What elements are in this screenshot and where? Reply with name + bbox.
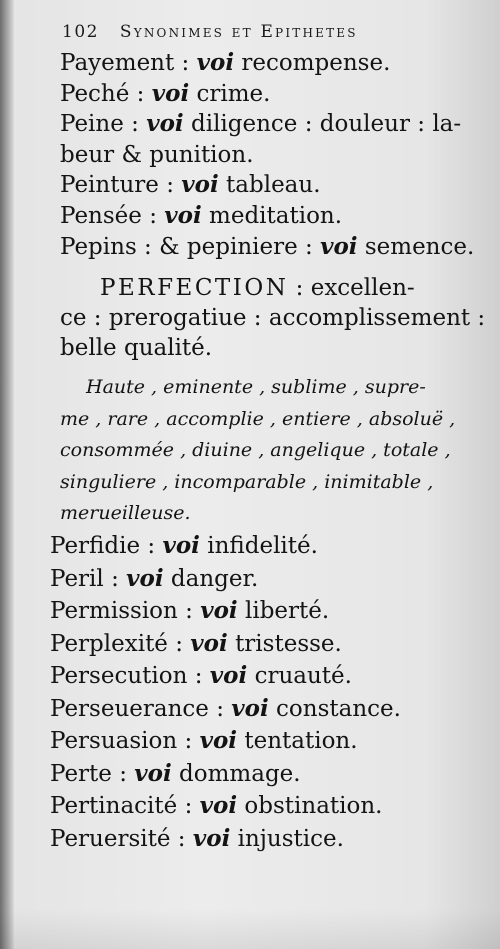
epithet-line: me , rare , accomplie , entiere , absoluë , bbox=[60, 407, 456, 430]
entry-ref: recompense. bbox=[241, 50, 391, 76]
entries-top bbox=[60, 48, 495, 262]
epithet-line: merueilleuse. bbox=[60, 502, 191, 524]
entry bbox=[60, 232, 495, 263]
epithets-block bbox=[60, 372, 490, 530]
perfection-line-3: belle qualité. bbox=[60, 335, 213, 361]
entry bbox=[50, 530, 490, 563]
entry-ref: semence. bbox=[364, 233, 475, 260]
book-spine bbox=[0, 0, 14, 949]
entry-ref: meditation. bbox=[209, 202, 343, 229]
entry-ref: cruauté. bbox=[254, 663, 352, 689]
entry-word: Perseuerance : bbox=[50, 695, 224, 722]
epithet-line: consommée , diuine , angelique , totale , bbox=[60, 439, 451, 461]
entry bbox=[50, 725, 490, 758]
entry bbox=[60, 170, 495, 201]
entry bbox=[50, 823, 490, 856]
entry-voi: voi bbox=[164, 201, 202, 229]
entry-ref: constance. bbox=[276, 695, 401, 722]
entry-word: Peine : bbox=[60, 111, 139, 138]
entry-voi: voi bbox=[181, 171, 219, 199]
entry-ref: dommage. bbox=[179, 760, 301, 787]
entry-ref: tristesse. bbox=[235, 630, 342, 657]
entry-voi: voi bbox=[162, 532, 200, 559]
perfection-line-2: ce : prerogatiue : accomplissement : bbox=[60, 305, 486, 331]
entry-word: Perplexité : bbox=[50, 630, 183, 657]
entry-continuation: beur & punition. bbox=[60, 141, 254, 168]
entry-voi: voi bbox=[126, 564, 164, 592]
entry bbox=[50, 628, 490, 661]
entry-word: Permission : bbox=[50, 598, 193, 624]
entry-ref: danger. bbox=[170, 565, 259, 592]
entry-word: Pensée : bbox=[60, 202, 157, 229]
perfection-entry bbox=[60, 273, 490, 363]
entry-voi: voi bbox=[192, 824, 231, 852]
perfection-line-1-rest: : excellen- bbox=[295, 275, 415, 301]
entry-voi: voi bbox=[134, 759, 172, 787]
entry-word: Persecution : bbox=[50, 663, 203, 689]
entry-word: Pepins : & pepiniere : bbox=[60, 233, 313, 260]
page-header bbox=[62, 22, 492, 42]
entry-voi: voi bbox=[200, 597, 238, 624]
entry-ref: obstination. bbox=[244, 793, 383, 819]
entry-word: Persuasion : bbox=[50, 728, 193, 754]
running-title: Synonimes et Epithetes bbox=[119, 22, 358, 42]
entry-word: Peruersité : bbox=[50, 825, 186, 852]
entry-word: Payement : bbox=[60, 50, 190, 76]
entry-word: Pertinacité : bbox=[50, 793, 193, 819]
entry-voi: voi bbox=[196, 49, 235, 76]
entry-ref: tentation. bbox=[244, 728, 358, 754]
entry-voi: voi bbox=[199, 792, 238, 819]
entry bbox=[50, 758, 490, 791]
entry-ref: injustice. bbox=[237, 825, 344, 852]
entry-word: Peril : bbox=[50, 565, 119, 592]
entry-voi: voi bbox=[231, 694, 269, 722]
entry-voi: voi bbox=[209, 662, 248, 689]
entry-word: Peché : bbox=[60, 80, 145, 107]
entry bbox=[50, 660, 490, 693]
page-number: 102 bbox=[62, 22, 99, 42]
entry bbox=[60, 79, 495, 110]
entry bbox=[50, 693, 490, 726]
entry-voi: voi bbox=[320, 232, 358, 260]
entry-voi: voi bbox=[151, 79, 190, 107]
perfection-line-1 bbox=[60, 273, 490, 303]
entry bbox=[60, 201, 495, 232]
entry-voi: voi bbox=[199, 727, 238, 754]
entry-word: Perte : bbox=[50, 760, 127, 787]
entry bbox=[60, 109, 495, 140]
perfection-headword: PERFECTION bbox=[100, 275, 289, 301]
entry-ref: tableau. bbox=[226, 172, 321, 199]
entry bbox=[50, 790, 490, 823]
entry-word: Perfidie : bbox=[50, 533, 156, 559]
epithet-line: singuliere , incomparable , inimitable , bbox=[60, 470, 434, 493]
entry-ref: liberté. bbox=[244, 598, 330, 624]
entry-word: Peinture : bbox=[60, 172, 174, 199]
entries-bottom bbox=[50, 530, 490, 855]
epithet-line: Haute , eminente , sublime , supre- bbox=[86, 376, 426, 398]
entry-ref: infidelité. bbox=[207, 533, 318, 559]
entry bbox=[50, 563, 490, 596]
entry bbox=[50, 595, 490, 628]
entry-voi: voi bbox=[190, 629, 228, 657]
entry bbox=[60, 48, 495, 79]
entry-voi: voi bbox=[146, 110, 184, 138]
page-bottom-shadow bbox=[0, 909, 500, 949]
entry-ref: crime. bbox=[196, 80, 271, 107]
entry-ref: diligence : douleur : la- bbox=[190, 111, 462, 138]
